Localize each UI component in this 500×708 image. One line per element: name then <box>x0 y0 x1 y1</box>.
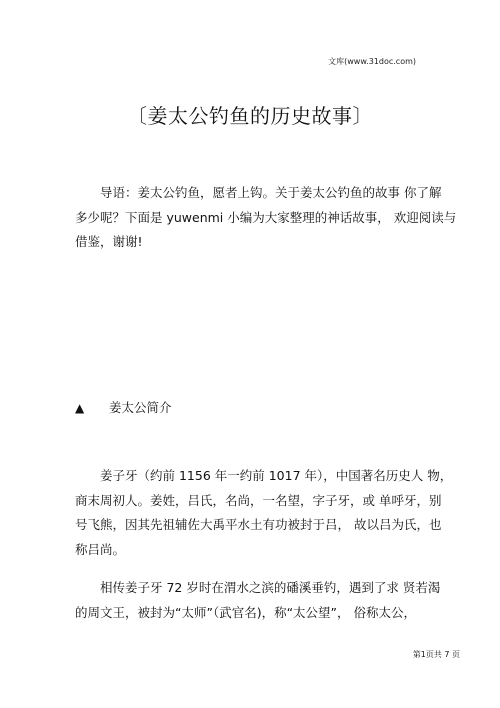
body-line: 的周文王，被封为“太师”（武官名)，称“太公望”， 俗称太公， <box>75 604 417 620</box>
body-line: 商末周初人。姜姓，吕氏，名尚，一名望，字子牙，或 单呼牙，别 <box>75 492 442 508</box>
source-header: 文库(www.31doc.com) <box>328 57 416 66</box>
section-heading-text: 姜太公简介 <box>109 400 172 415</box>
section-heading <box>75 398 172 416</box>
intro-line: 多少呢？下面是 yuwenmi 小编为大家整理的神话故事， 欢迎阅读与 <box>75 209 457 225</box>
intro-line: 借鉴，谢谢! <box>75 234 143 249</box>
page-number: 第1页共 7 页 <box>412 650 460 659</box>
intro-paragraph <box>75 181 457 255</box>
body-paragraph <box>75 464 453 562</box>
body-line: 相传姜子牙 72 岁时在渭水之滨的磻溪垂钓，遇到了求 贤若渴 <box>100 580 441 595</box>
intro-line: 导语：姜太公钓鱼，愿者上钩。关于姜太公钓鱼的故事 你了解 <box>100 185 442 200</box>
body-paragraph <box>75 576 441 625</box>
triangle-bullet-icon: ▲ <box>75 401 85 415</box>
body-line: 称吕尚。 <box>75 541 126 557</box>
body-line: 号飞熊，因其先祖辅佐大禹平水土有功被封于吕， 故以吕为氏，也 <box>75 517 442 532</box>
body-line: 姜子牙（约前 1156 年一约前 1017 年），中国著名历史人 物， <box>100 468 453 483</box>
page-title: 〔姜太公钓鱼的历史故事〕 <box>127 104 373 128</box>
